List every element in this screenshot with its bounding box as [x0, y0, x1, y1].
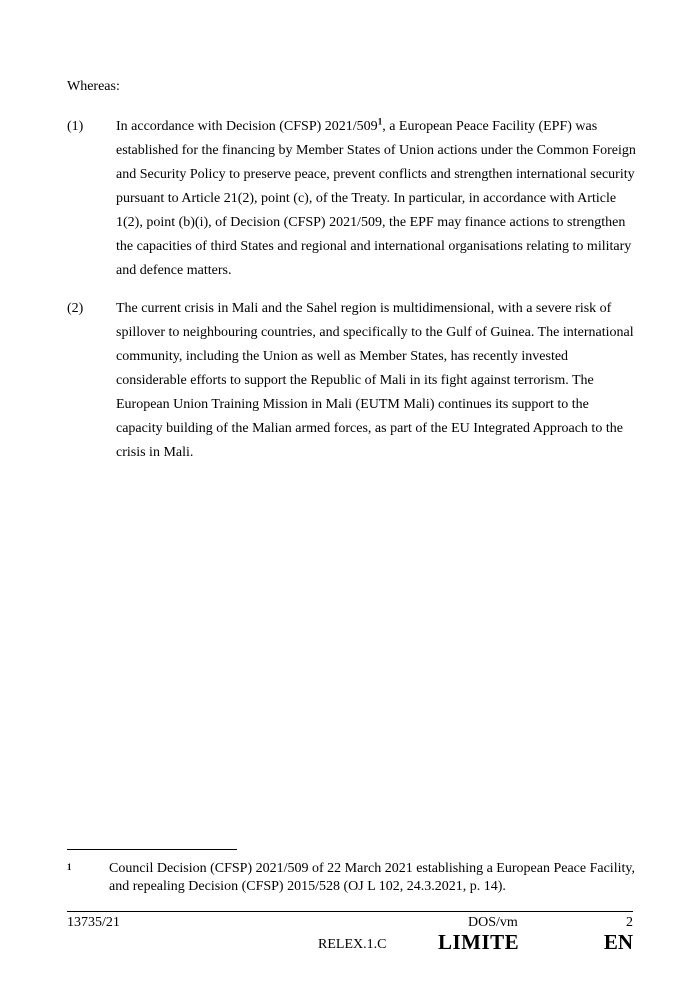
recital-text-start: In accordance with Decision (CFSP) 2021/509	[116, 119, 378, 134]
recital-2	[67, 297, 637, 465]
footer-separator	[67, 911, 633, 912]
page-footer	[67, 913, 633, 963]
footnote-reference[interactable]: 1	[377, 116, 383, 127]
footnote-separator	[67, 849, 237, 850]
footnote-mark: 1	[67, 862, 72, 872]
author-code: DOS/vm	[468, 915, 518, 930]
recital-text	[116, 115, 637, 283]
classification-marking: LIMITE	[438, 930, 520, 954]
footnote	[67, 860, 637, 896]
whereas-heading: Whereas:	[67, 79, 120, 94]
recital-text-rest: , a European Peace Facility (EPF) was established for the financing by Member States of Union actions under the Common Foreign and Security Policy to preserve peace, prevent conflicts and strengthen international security pursuant to Article 21(2), point (c), of the Treaty. In particular, in accordance with Article 1(2), point (b)(i), of Decision (CFSP) 2021/509, the EPF may finance actions to strengthen the capacities of third States and regional and international organisations relating to military and defence matters.	[116, 119, 636, 278]
footnote-text: Council Decision (CFSP) 2021/509 of 22 March 2021 establishing a European Peace Facility, and repealing Decision (CFSP) 2015/528 (OJ L 102, 24.3.2021, p. 14).	[109, 861, 635, 894]
recital-1	[67, 115, 637, 283]
recital-text: The current crisis in Mali and the Sahel region is multidimensional, with a severe risk of spillover to neighbouring countries, and specifically to the Gulf of Guinea. The international community, including the Union as well as Member States, has recently invested considerable efforts to support the Republic of Mali in its fight against terrorism. The European Union Training Mission in Mali (EUTM Mali) continues its support to the capacity building of the Malian armed forces, as part of the EU Integrated Approach to the crisis in Mali.	[116, 301, 634, 460]
recital-number: (1)	[67, 119, 84, 134]
directorate-code: RELEX.1.C	[318, 937, 387, 952]
recital-number: (2)	[67, 301, 84, 316]
page-number: 2	[626, 915, 633, 930]
document-number: 13735/21	[67, 915, 120, 930]
language-code: EN	[603, 930, 633, 954]
